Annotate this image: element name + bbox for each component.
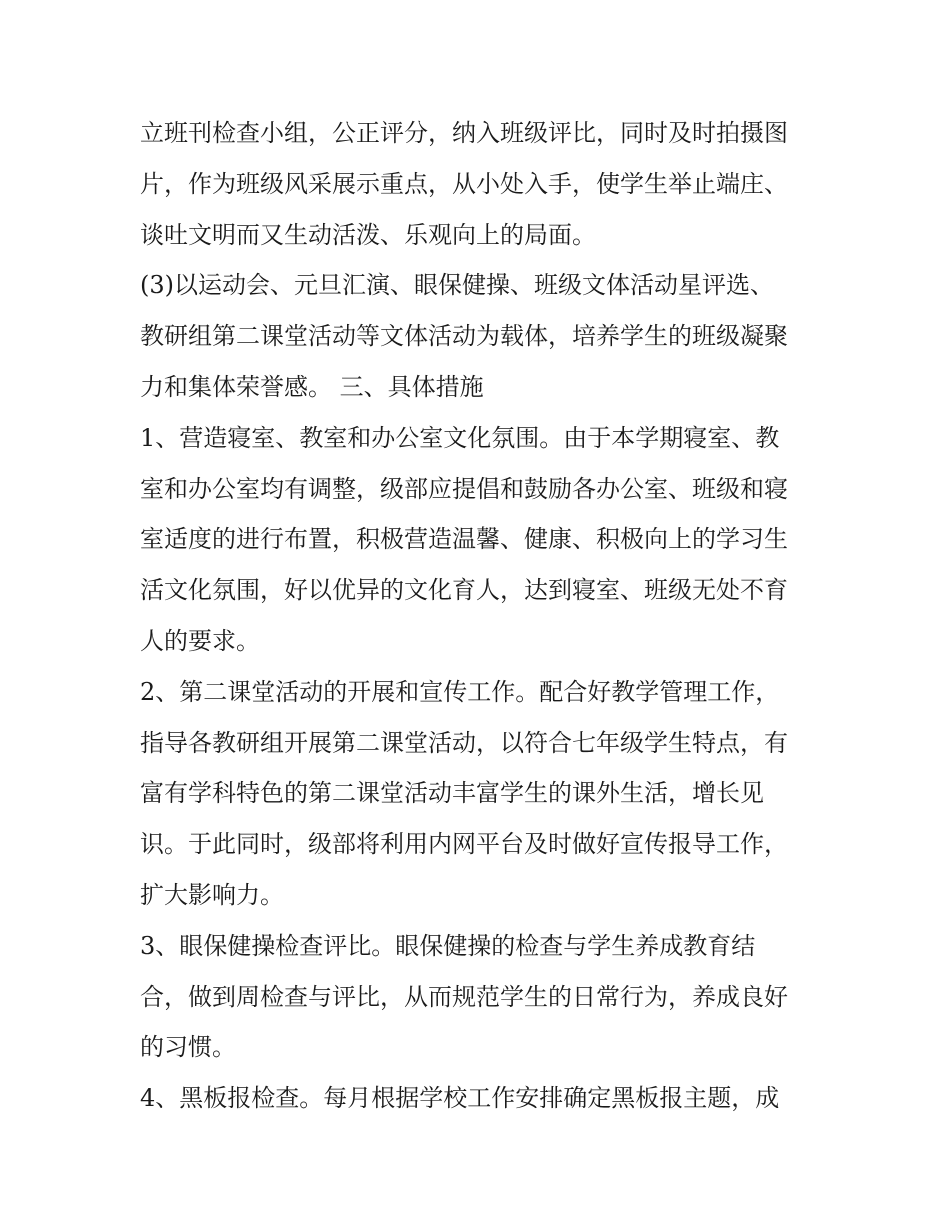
text-line: 的习惯。 (140, 1033, 236, 1062)
text-line: 4、黑板报检查。每月根据学校工作安排确定黑板报主题，成 (140, 1084, 780, 1113)
text-line: 1、营造寝室、教室和办公室文化氛围。由于本学期寝室、教 (140, 423, 780, 452)
body-text (140, 108, 820, 1124)
text-line: 谈吐文明而又生动活泼、乐观向上的局面。 (140, 220, 596, 249)
text-line: 指导各教研组开展第二课堂活动，以符合七年级学生特点，有 (140, 728, 788, 757)
text-line: 力和集体荣誉感。 三、具体措施 (140, 372, 484, 401)
text-line: 立班刊检查小组，公正评分，纳入班级评比，同时及时拍摄图 (140, 119, 788, 147)
text-line: 室适度的进行布置，积极营造温馨、健康、积极向上的学习生 (140, 525, 788, 554)
text-line: 人的要求。 (140, 626, 260, 655)
text-line: 合，做到周检查与评比，从而规范学生的日常行为，养成良好 (140, 982, 788, 1011)
text-line: 识。于此同时，级部将利用内网平台及时做好宣传报导工作， (140, 830, 788, 859)
text-line: 2、第二课堂活动的开展和宣传工作。配合好教学管理工作， (140, 677, 780, 706)
text-line: 活文化氛围，好以优异的文化育人，达到寝室、班级无处不育 (140, 576, 788, 605)
text-line: 室和办公室均有调整，级部应提倡和鼓励各办公室、班级和寝 (140, 474, 788, 503)
text-line: 富有学科特色的第二课堂活动丰富学生的课外生活，增长见 (140, 779, 764, 808)
text-line: 片，作为班级风采展示重点，从小处入手，使学生举止端庄、 (140, 169, 788, 198)
text-line: 扩大影响力。 (140, 880, 284, 909)
text-line: 3、眼保健操检查评比。眼保健操的检查与学生养成教育结 (140, 931, 756, 960)
text-line: (3)以运动会、元旦汇演、眼保健操、班级文体活动星评选、 (140, 271, 774, 300)
text-line: 教研组第二课堂活动等文体活动为载体，培养学生的班级凝聚 (140, 322, 788, 351)
